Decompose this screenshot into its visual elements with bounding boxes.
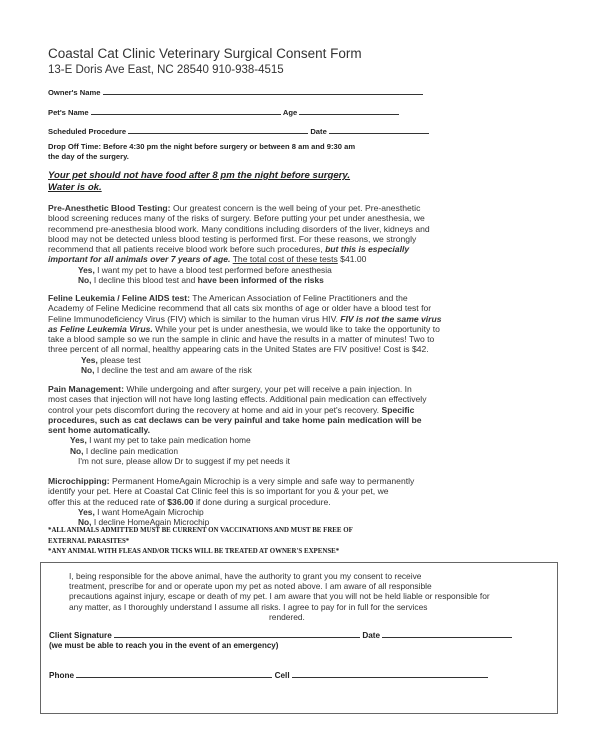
consent-text-1: I, being responsible for the above animal, have the authority to grant you my consent to receive	[69, 571, 422, 581]
blood-test-heading: Pre-Anesthetic Blood Testing:	[48, 203, 171, 213]
microchip-heading: Microchipping:	[48, 476, 110, 486]
age-field[interactable]	[299, 106, 399, 115]
blood-total-cost: $41.00	[340, 254, 367, 265]
dropoff-label: Drop Off Time:	[48, 142, 102, 151]
pain-text-3-emphasis: Specific	[381, 404, 415, 415]
signature-field[interactable]	[114, 629, 360, 638]
pain-yes-option[interactable]	[48, 435, 558, 445]
blood-text-2: blood screening reduces many of the risks of surgery. Before putting your pet under anesthesia, we	[48, 213, 425, 224]
dropoff-text: Before 4:30 pm the night before surgery or between 8 am and 9:30 am	[103, 142, 356, 151]
microchip-yes-label: Yes,	[78, 506, 95, 517]
dropoff-row	[48, 142, 355, 162]
owner-name-field[interactable]	[103, 86, 423, 95]
procedure-label: Scheduled Procedure	[48, 127, 127, 136]
blood-test-section	[48, 203, 558, 285]
emergency-contact-note: (we must be able to reach you in the event of an emergency)	[49, 641, 279, 650]
pet-name-label: Pet's Name	[48, 108, 89, 117]
blood-no-label: No,	[78, 275, 92, 286]
pain-text-3: control your pets discomfort during the recovery at home and aid in your pet's recovery.	[48, 404, 382, 415]
pain-unsure-text: I'm not sure, please allow Dr to suggest if my pet needs it	[78, 456, 291, 467]
felv-text-4-emphasis: as Feline Leukemia Virus.	[48, 323, 153, 334]
blood-text-4: blood may not be detected unless blood testing is performed first. For these reasons, we strongly	[48, 233, 417, 244]
notice-vaccinations: *ALL ANIMALS ADMITTED MUST BE CURRENT ON VACCINATIONS AND MUST BE FREE OF	[48, 527, 353, 534]
felv-text-6: three percent of all normal, healthy appearing cats in the United States are FIV positive! Cost is $42.	[48, 344, 429, 355]
admission-notices	[48, 526, 353, 558]
food-warning	[48, 170, 468, 193]
pain-unsure-option[interactable]	[48, 456, 558, 466]
pet-name-row	[48, 106, 399, 117]
microchip-text-2: identify your pet. Here at Coastal Cat Clinic feel this is so important for you & your pet, we	[48, 486, 389, 497]
blood-yes-option[interactable]	[48, 265, 558, 275]
notice-fleas-ticks: *ANY ANIMAL WITH FLEAS AND/OR TICKS WILL BE TREATED AT OWNER'S EXPENSE*	[48, 548, 340, 555]
owner-name-row	[48, 86, 423, 97]
felv-yes-text: please test	[100, 354, 141, 365]
blood-text-5-emphasis: but this is especially	[325, 244, 410, 255]
felv-no-option[interactable]	[48, 365, 558, 375]
pain-section	[48, 384, 558, 466]
blood-text-3: recommend pre-anesthesia blood work. Many conditions including disorders of the liver, kidneys and	[48, 223, 430, 234]
date-label: Date	[310, 127, 327, 136]
procedure-row	[48, 125, 429, 136]
microchip-section	[48, 476, 558, 527]
felv-text-3: Feline Immunodeficiency Virus (FIV) which is similar to the human virus HIV.	[48, 313, 341, 324]
consent-text-3: precautions against injury, escape or death of my pet. I am aware that you will not be held liable or responsible for	[69, 591, 490, 602]
microchip-no-label: No,	[78, 517, 92, 528]
microchip-yes-option[interactable]	[48, 507, 558, 517]
blood-total-cost-label: The total cost of these tests	[232, 254, 338, 265]
owner-name-label: Owner's Name	[48, 88, 101, 97]
consent-text-2: treatment, prescribe for and or operate upon my pet as noted above. I am aware of all responsible	[69, 581, 432, 592]
blood-yes-label: Yes,	[78, 264, 95, 275]
pet-name-field[interactable]	[91, 106, 281, 115]
blood-no-option[interactable]	[48, 275, 558, 285]
cell-field[interactable]	[292, 669, 488, 678]
blood-text-1: Our greatest concern is the well being of your pet. Pre-anesthetic	[172, 203, 421, 213]
pain-text-4: procedures, such as cat declaws can be very painful and take home pain medication will be	[48, 414, 422, 425]
dropoff-text-2: the day of the surgery.	[48, 152, 129, 161]
pain-yes-label: Yes,	[70, 435, 87, 446]
felv-text-3-emphasis: FIV is not the same virus	[340, 313, 442, 324]
consent-statement	[69, 571, 544, 622]
microchip-no-text: I decline HomeAgain Microchip	[93, 517, 210, 528]
date-field[interactable]	[329, 125, 429, 134]
food-warning-line1: Your pet should not have food after 8 pm the night before surgery.	[48, 170, 351, 181]
signature-date-field[interactable]	[382, 629, 512, 638]
felv-yes-label: Yes,	[81, 354, 98, 365]
blood-yes-text: I want my pet to have a blood test performed before anesthesia	[97, 264, 332, 275]
pain-text-5: sent home automatically.	[48, 425, 151, 436]
consent-box	[40, 562, 558, 714]
phone-label: Phone	[49, 671, 75, 680]
felv-text-4: While your pet is under anesthesia, we would like to take the opportunity to	[152, 323, 440, 334]
felv-text-2: Academy of Feline Medicine recommend that all cats six months of age or older have a blood test for	[48, 303, 432, 314]
blood-text-5: recommend that all patients receive blood work before such procedures,	[48, 244, 326, 255]
felv-text-5: take a blood sample so we run the sample in clinic and have the results in a matter of minutes! Two to	[48, 334, 435, 345]
blood-no-text: I decline this blood test and	[93, 275, 198, 286]
signature-date-label: Date	[362, 631, 381, 640]
pain-yes-text: I want my pet to take pain medication home	[89, 435, 251, 446]
consent-text-5: rendered.	[269, 611, 305, 622]
microchip-text-3b: if done during a surgical procedure.	[193, 496, 331, 507]
felv-text-1: The American Association of Feline Practitioners and the	[192, 293, 408, 303]
felv-yes-option[interactable]	[48, 355, 558, 365]
notice-parasites: EXTERNAL PARASITES*	[48, 537, 130, 545]
felv-no-text: I decline the test and am aware of the risk	[96, 365, 252, 376]
pain-no-text: I decline pain medication	[85, 445, 179, 456]
pain-text-2: most cases that injection will not have long lasting effects. Additional pain medication can effectively	[48, 394, 427, 405]
pain-no-label: No,	[70, 445, 84, 456]
microchip-text-3: offer this at the reduced rate of	[48, 496, 168, 507]
felv-heading: Feline Leukemia / Feline AIDS test:	[48, 293, 190, 303]
blood-no-text-emphasis: have been informed of the risks	[197, 275, 324, 286]
phone-row	[49, 669, 488, 680]
phone-field[interactable]	[76, 669, 272, 678]
cell-label: Cell	[274, 671, 290, 680]
microchip-text-1: Permanent HomeAgain Microchip is a very simple and safe way to permanently	[111, 476, 415, 486]
pain-no-option[interactable]	[48, 446, 558, 456]
pain-text-1: While undergoing and after surgery, your pet will receive a pain injection. In	[126, 384, 412, 394]
felv-no-label: No,	[81, 365, 95, 376]
felv-section	[48, 293, 558, 375]
clinic-address: 13-E Doris Ave East, NC 28540 910-938-4515	[48, 64, 284, 76]
microchip-yes-text: I want HomeAgain Microchip	[97, 506, 204, 517]
signature-row	[49, 629, 512, 640]
blood-text-6-emphasis: important for all animals over 7 years of age.	[48, 254, 231, 265]
microchip-price: $36.00	[167, 496, 194, 507]
food-warning-line2: Water is ok.	[48, 181, 102, 193]
signature-label: Client Signature	[49, 631, 112, 640]
age-label: Age	[282, 108, 298, 117]
consent-text-4: any matter, as I thoroughly understand I assume all risks. I agree to pay for in full for the services	[69, 601, 428, 612]
pain-heading: Pain Management:	[48, 384, 124, 394]
procedure-field[interactable]	[128, 125, 308, 134]
form-title: Coastal Cat Clinic Veterinary Surgical Consent Form	[48, 46, 362, 61]
